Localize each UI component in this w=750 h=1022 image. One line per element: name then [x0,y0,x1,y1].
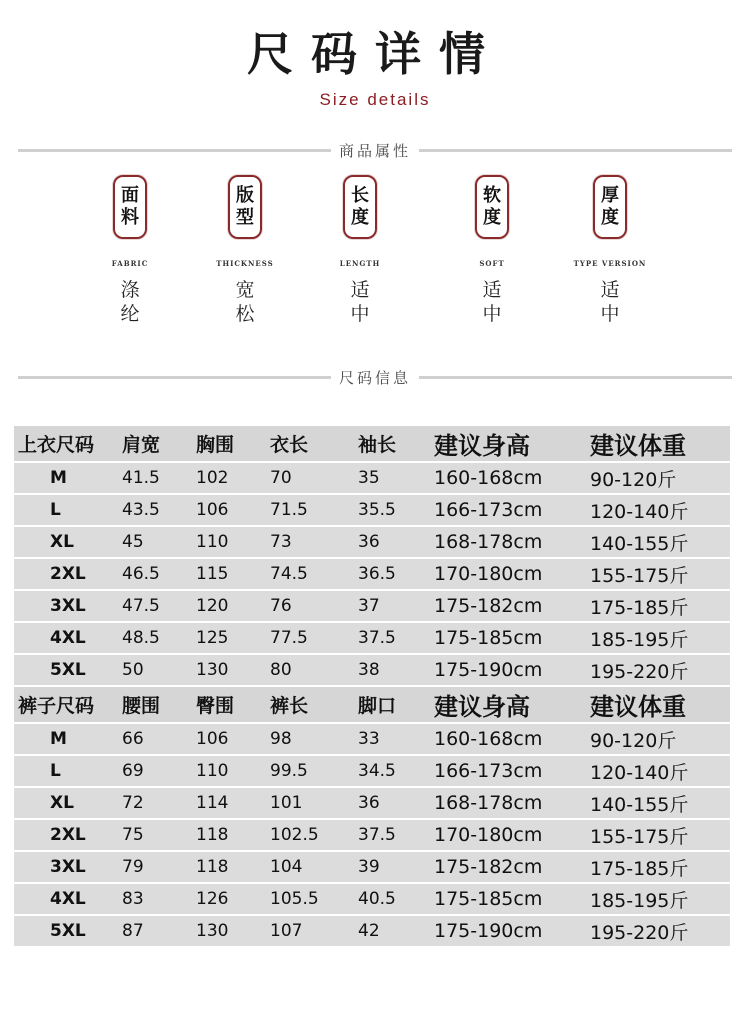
table-cell: 130 [196,916,270,946]
table-cell: 102.5 [270,820,358,850]
table-cell: 73 [270,527,358,557]
divider-line [18,376,331,379]
attribute-value [442,278,542,326]
table-cell: 166-173cm [434,495,590,525]
table-row [14,655,730,685]
size-label-cell: 5XL [14,655,122,685]
size-label-cell: 4XL [14,884,122,914]
table-cell: 87 [122,916,196,946]
table-cell: 126 [196,884,270,914]
page-title: 尺码详情 [247,27,503,81]
table-row [14,724,730,754]
seal-soft [475,175,509,239]
table-cell: 35 [358,463,434,493]
table-cell: 130 [196,655,270,685]
column-header: 袖长 [358,426,434,461]
attribute-length [310,175,410,326]
top-table-header-row [14,426,730,461]
table-cell: 155-175斤 [590,820,730,850]
table-cell: 41.5 [122,463,196,493]
seal-char: 面 [121,185,139,206]
table-cell: 107 [270,916,358,946]
table-cell: 155-175斤 [590,559,730,589]
attribute-type-version [560,175,660,326]
table-cell: 37.5 [358,623,434,653]
value-char: 涤 [120,279,140,301]
size-label-cell: 4XL [14,623,122,653]
table-row [14,495,730,525]
table-cell: 70 [270,463,358,493]
table-cell: 50 [122,655,196,685]
table-cell: 114 [196,788,270,818]
seal-char: 料 [121,207,139,228]
column-header: 腰围 [122,687,196,722]
table-cell: 195-220斤 [590,655,730,685]
table-cell: 90-120斤 [590,724,730,754]
seal-char: 长 [351,185,369,206]
table-row [14,852,730,882]
table-cell: 99.5 [270,756,358,786]
seal-char: 度 [351,207,369,228]
table-cell: 104 [270,852,358,882]
attribute-value [195,278,295,326]
pants-table-header-row [14,687,730,722]
table-cell: 140-155斤 [590,788,730,818]
table-cell: 160-168cm [434,724,590,754]
column-header: 胸围 [196,426,270,461]
table-cell: 72 [122,788,196,818]
table-row [14,788,730,818]
table-cell: 36 [358,788,434,818]
size-label-cell: XL [14,788,122,818]
table-cell: 160-168cm [434,463,590,493]
table-row [14,756,730,786]
table-cell: 125 [196,623,270,653]
seal-type-version [593,175,627,239]
table-row [14,623,730,653]
table-cell: 106 [196,724,270,754]
attribute-fabric [80,175,180,326]
table-cell: 74.5 [270,559,358,589]
table-cell: 120-140斤 [590,495,730,525]
table-cell: 175-185斤 [590,852,730,882]
table-cell: 175-185cm [434,623,590,653]
table-cell: 175-185斤 [590,591,730,621]
table-cell: 83 [122,884,196,914]
seal-char: 度 [601,207,619,228]
table-cell: 90-120斤 [590,463,730,493]
column-header: 建议身高 [434,687,590,722]
table-cell: 34.5 [358,756,434,786]
table-cell: 36 [358,527,434,557]
table-cell: 120-140斤 [590,756,730,786]
table-cell: 40.5 [358,884,434,914]
column-header: 裤长 [270,687,358,722]
column-header: 建议身高 [434,426,590,461]
table-cell: 168-178cm [434,788,590,818]
size-label-cell: XL [14,527,122,557]
table-cell: 71.5 [270,495,358,525]
table-cell: 75 [122,820,196,850]
table-cell: 98 [270,724,358,754]
section-divider-size-info [18,367,732,387]
value-char: 中 [350,303,370,325]
size-label-cell: 3XL [14,591,122,621]
size-label-cell: M [14,724,122,754]
attribute-en-label: FABRIC [111,259,149,268]
table-cell: 38 [358,655,434,685]
table-cell: 118 [196,852,270,882]
column-header: 上衣尺码 [14,426,122,461]
table-cell: 42 [358,916,434,946]
table-cell: 120 [196,591,270,621]
table-cell: 118 [196,820,270,850]
section-divider-attributes [18,140,732,160]
section-title-size-info: 尺码信息 [339,368,412,387]
table-cell: 35.5 [358,495,434,525]
table-cell: 77.5 [270,623,358,653]
table-cell: 66 [122,724,196,754]
table-cell: 105.5 [270,884,358,914]
column-header: 肩宽 [122,426,196,461]
table-cell: 195-220斤 [590,916,730,946]
table-cell: 110 [196,527,270,557]
table-cell: 115 [196,559,270,589]
value-char: 适 [350,279,370,301]
table-cell: 175-182cm [434,852,590,882]
table-row [14,527,730,557]
table-cell: 36.5 [358,559,434,589]
value-char: 中 [482,303,502,325]
divider-line [18,149,331,152]
seal-char: 型 [236,207,254,228]
divider-line [419,376,732,379]
table-cell: 185-195斤 [590,623,730,653]
page-subtitle: Size details [319,90,431,109]
table-cell: 76 [270,591,358,621]
value-char: 适 [482,279,502,301]
attribute-en-label: LENGTH [339,259,381,268]
column-header: 臀围 [196,687,270,722]
column-header: 建议体重 [590,687,730,722]
attribute-value [560,278,660,326]
table-cell: 39 [358,852,434,882]
size-label-cell: 2XL [14,559,122,589]
value-char: 适 [600,279,620,301]
seal-char: 度 [483,207,501,228]
size-label-cell: M [14,463,122,493]
table-cell: 46.5 [122,559,196,589]
size-table [14,424,730,948]
table-row [14,820,730,850]
seal-fabric [113,175,147,239]
table-cell: 110 [196,756,270,786]
table-row [14,884,730,914]
size-table-body [14,426,730,946]
product-attributes [0,175,750,345]
table-cell: 101 [270,788,358,818]
seal-char: 版 [236,185,254,206]
table-cell: 170-180cm [434,559,590,589]
table-cell: 175-182cm [434,591,590,621]
size-label-cell: 5XL [14,916,122,946]
attribute-thickness [195,175,295,326]
table-cell: 48.5 [122,623,196,653]
attribute-value [310,278,410,326]
table-cell: 43.5 [122,495,196,525]
seal-thickness [228,175,262,239]
column-header: 建议体重 [590,426,730,461]
column-header: 脚口 [358,687,434,722]
table-cell: 175-190cm [434,916,590,946]
value-char: 宽 [235,279,255,301]
table-cell: 102 [196,463,270,493]
table-cell: 69 [122,756,196,786]
attribute-en-label: THICKNESS [216,259,274,268]
table-cell: 106 [196,495,270,525]
table-cell: 33 [358,724,434,754]
column-header: 裤子尺码 [14,687,122,722]
table-cell: 140-155斤 [590,527,730,557]
table-cell: 37.5 [358,820,434,850]
value-char: 中 [600,303,620,325]
table-row [14,916,730,946]
divider-line [419,149,732,152]
table-row [14,559,730,589]
table-row [14,591,730,621]
table-cell: 168-178cm [434,527,590,557]
seal-char: 软 [483,185,501,206]
seal-char: 厚 [601,185,619,206]
seal-length [343,175,377,239]
table-cell: 45 [122,527,196,557]
size-label-cell: 2XL [14,820,122,850]
size-label-cell: L [14,495,122,525]
table-cell: 175-190cm [434,655,590,685]
table-cell: 80 [270,655,358,685]
value-char: 松 [235,303,255,325]
table-cell: 185-195斤 [590,884,730,914]
attribute-en-label: SOFT [479,259,505,268]
table-cell: 175-185cm [434,884,590,914]
attribute-value [80,278,180,326]
table-cell: 170-180cm [434,820,590,850]
value-char: 纶 [120,303,140,325]
size-label-cell: 3XL [14,852,122,882]
size-label-cell: L [14,756,122,786]
attribute-soft [442,175,542,326]
column-header: 衣长 [270,426,358,461]
table-cell: 47.5 [122,591,196,621]
table-cell: 79 [122,852,196,882]
table-row [14,463,730,493]
table-cell: 37 [358,591,434,621]
section-title-attributes: 商品属性 [339,141,412,160]
table-cell: 166-173cm [434,756,590,786]
attribute-en-label: TYPE VERSION [573,259,647,268]
